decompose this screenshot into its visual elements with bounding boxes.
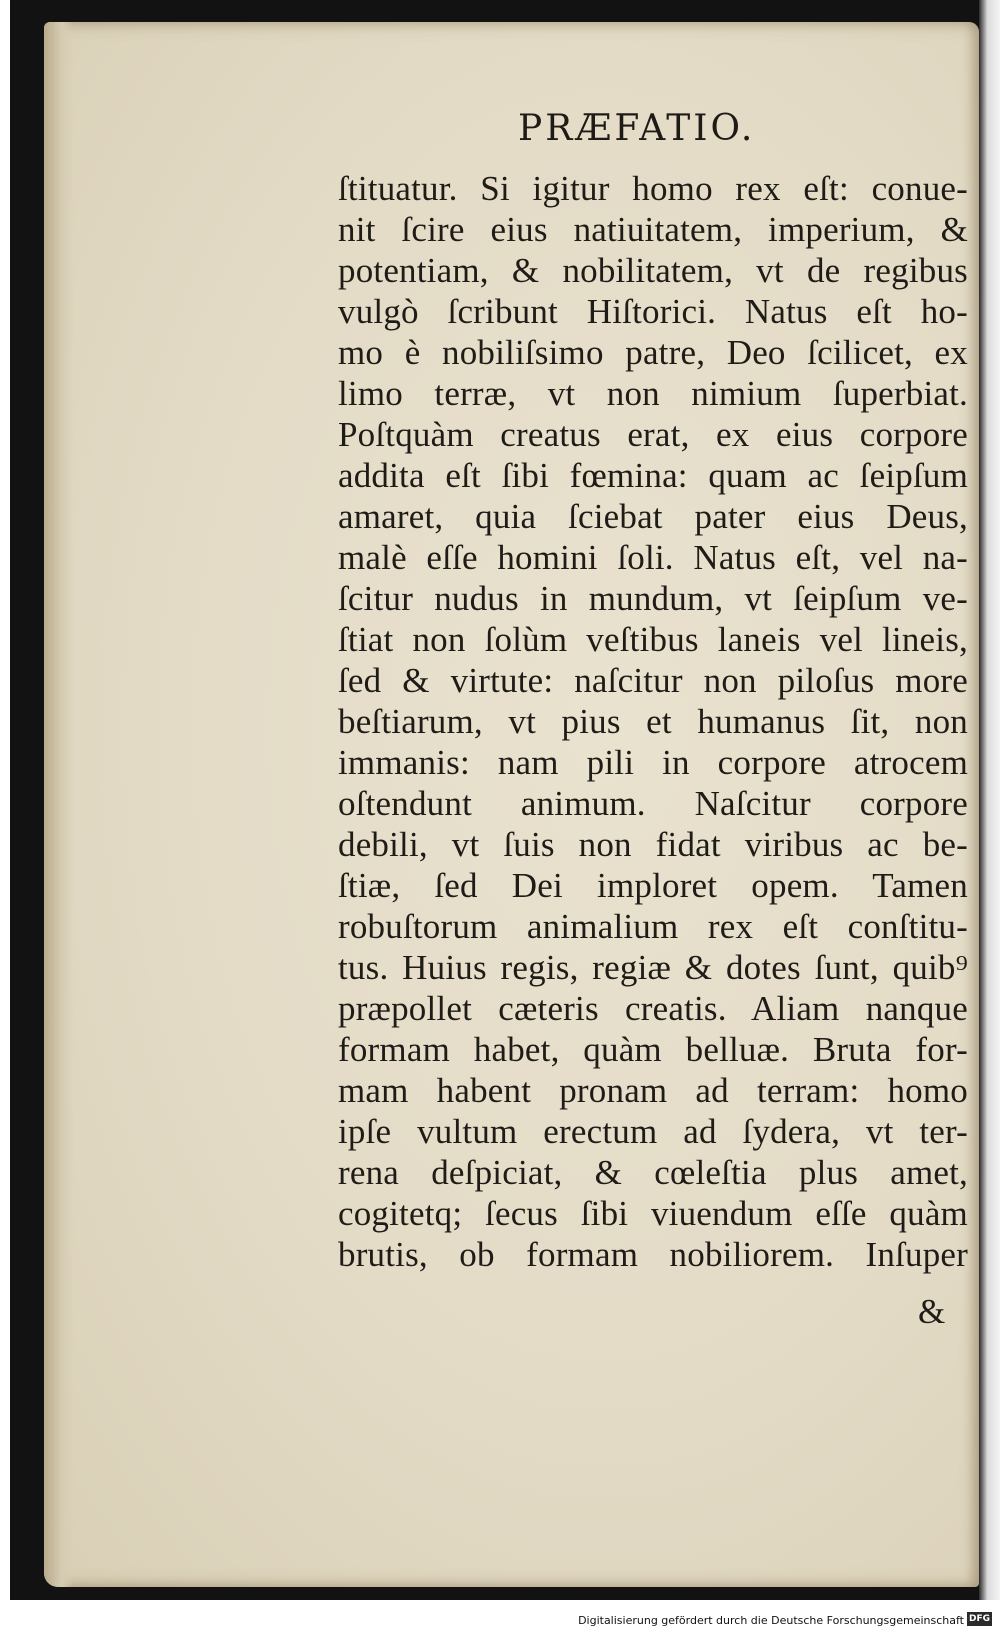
running-head: PRÆFATIO. [518, 108, 756, 149]
text-line: addita eſt ſibi fœmina: quam ac ſeipſum [338, 456, 968, 495]
text-line: brutis, ob formam nobiliorem. Inſuper [338, 1235, 968, 1274]
text-line: Poſtquàm creatus erat, ex eius corpore [338, 415, 968, 454]
dfg-logo-icon: DFG [968, 1614, 990, 1624]
text-line: ſtituatur. Si igitur homo rex eſt: conue- [338, 169, 968, 208]
text-line: beſtiarum, vt pius et humanus ſit, non [338, 702, 968, 741]
text-line: mam habent pronam ad terram: homo [338, 1071, 968, 1110]
text-line: ſed & virtute: naſcitur non piloſus more [338, 661, 968, 700]
text-line: mo è nobiliſsimo patre, Deo ſcilicet, ex [338, 333, 968, 372]
funding-credit: Digitalisierung gefördert durch die Deutsche Forschungsgemeinschaft [578, 1614, 964, 1627]
text-line: ſcitur nudus in mundum, vt ſeipſum ve- [338, 579, 968, 618]
text-line: potentiam, & nobilitatem, vt de regibus [338, 251, 968, 290]
text-line: amaret, quia ſciebat pater eius Deus, [338, 497, 968, 536]
body-text [338, 168, 968, 1275]
text-line: rena deſpiciat, & cœleſtia plus amet, [338, 1153, 968, 1192]
text-line: oſtendunt animum. Naſcitur corpore [338, 784, 968, 823]
text-line: vulgò ſcribunt Hiſtorici. Natus eſt ho- [338, 292, 968, 331]
text-line: ſtiæ, ſed Dei imploret opem. Tamen [338, 866, 968, 905]
page-worn-edge [44, 22, 74, 1587]
catchword: & [918, 1292, 946, 1331]
text-line: ipſe vultum erectum ad ſydera, vt ter- [338, 1112, 968, 1151]
text-line: limo terræ, vt non nimium ſuperbiat. [338, 374, 968, 413]
text-line: immanis: nam pili in corpore atrocem [338, 743, 968, 782]
text-line: præpollet cæteris creatis. Aliam nanque [338, 989, 968, 1028]
text-line: cogitetq; ſecus ſibi viuendum eſſe quàm [338, 1194, 968, 1233]
text-line: tus. Huius regis, regiæ & dotes ſunt, quib⁹ [338, 948, 968, 987]
book-gutter [979, 0, 1000, 1600]
text-line: nit ſcire eius natiuitatem, imperium, & [338, 210, 968, 249]
text-line: formam habet, quàm belluæ. Bruta for- [338, 1030, 968, 1069]
text-line: debili, vt ſuis non fidat viribus ac be- [338, 825, 968, 864]
text-line: ſtiat non ſolùm veſtibus laneis vel lineis, [338, 620, 968, 659]
text-line: robuſtorum animalium rex eſt conſtitu- [338, 907, 968, 946]
text-line: malè eſſe homini ſoli. Natus eſt, vel na- [338, 538, 968, 577]
